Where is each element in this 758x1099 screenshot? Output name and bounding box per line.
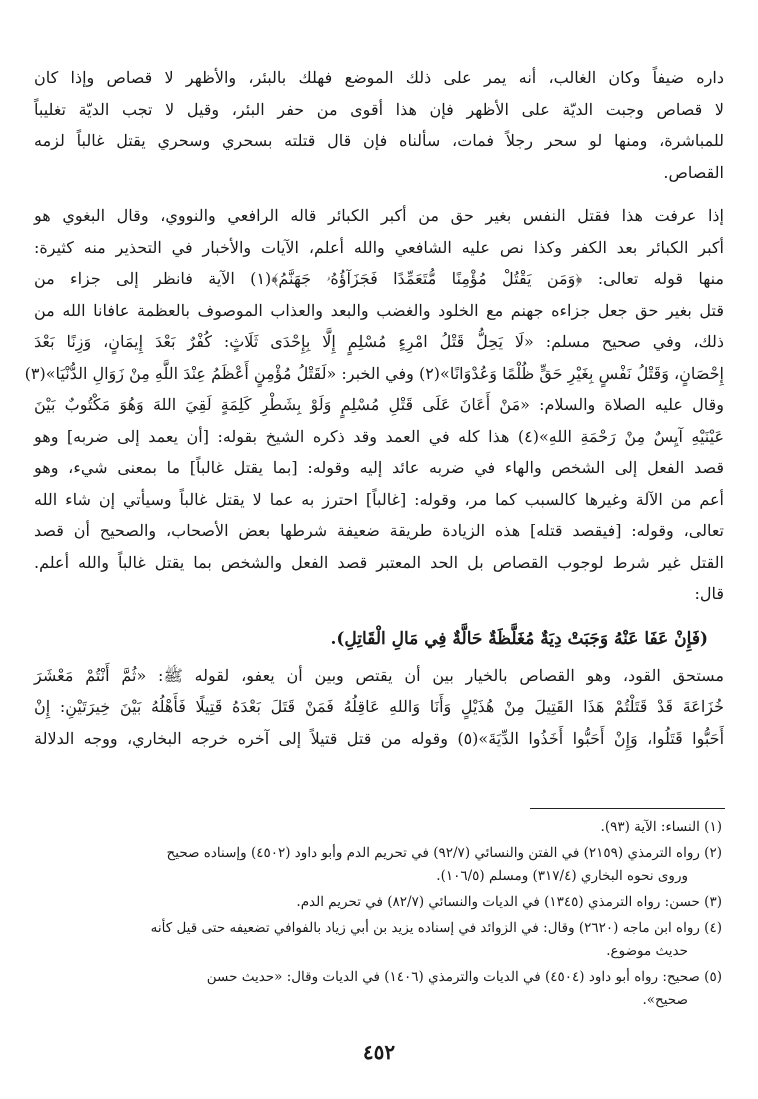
text-line: أعم من الآلة وغيرها كالسبب كما مر، وقوله: [غالباً] احترز به عما لا يقتل غالباً وسيأتي إن شاء الله: [34, 489, 724, 509]
text-line: عَيْنَيْهِ آيِسٌ مِنْ رَحْمَةِ اللهِ»(٤) هذا كله في العمد وقد ذكره الشيخ بقوله: [أن يعمد إلى ضربه] وهو: [34, 426, 725, 446]
text-line: منها قوله تعالى: ﴿وَمَن يَقْتُلْ مُؤْمِنًا مُّتَعَمِّدًا فَجَزَآؤُهُۥ جَهَنَّمُ﴾(١) الآية فانظر إلى جزاء من: [34, 269, 724, 288]
footnote-line: (٢) رواه الترمذي (٢١٥٩) في الفتن والنسائي (٩٢/٧) في تحريم الدم وأبو داود (٤٥٠٢) وإسناده صحيح: [166, 845, 722, 861]
page-number: ٤٥٢: [362, 1040, 396, 1064]
text-line: قال:: [694, 584, 724, 603]
text-line: ذلك، وفي صحيح مسلم: «لَا يَحِلُّ قَتْلُ امْرِءٍ مُسْلِمٍ إِلَّا بِإِحْدَى ثَلَاثٍ: كُفْرٌ بَعْدَ إِيمَانٍ، وَزِنًا بَعْدَ: [34, 332, 724, 351]
text-line: للمباشرة، ومنها لو سحر رجلاً فمات، سألناه فإن قال قتلته بسحري وسحري يقتل غالباً لزمه: [34, 131, 724, 150]
text-line: أَحَبُّوا قَتَلُوا، وَإِنْ أَحَبُّوا أَخَذُوا الدِّيَةَ»(٥) وقوله من قتل قتيلاً إلى آخره خرجه البخاري، ووجه الدلالة: [34, 728, 725, 748]
matn-heading: (فَإِنْ عَفَا عَنْهُ وَجَبَتْ دِيَةٌ مُغَلَّظَةٌ حَالَّةٌ فِي مَالِ الْقَاتِلِ).: [330, 628, 708, 649]
text-line: قصد الفعل إلى الشخص والهاء في ضربه عائد إليه وقوله: [بما يقتل غالباً] ما بمعنى شيء، وهو: [34, 458, 724, 477]
text-line: قتل بغير حق جعل جزاءه جهنم مع الخلود والغضب والبعد والعذاب الموصوف بالعظمة عافانا الله من: [34, 300, 724, 320]
paragraph-3: [34, 660, 724, 755]
footnote-4: [34, 917, 724, 963]
text-line: القتل غير شرط لوجوب القصاص بل الحد المعتبر قصد الفعل والشخص بما يقتل غالباً والله أعلم.: [34, 552, 725, 572]
text-line: مستحق القود، وهو القصاص بالخيار بين أن يقتص وبين أن يعفو، لقوله ﷺ: «ثُمَّ أَنْتُمْ مَعْشَرَ: [34, 665, 724, 685]
text-line: أكبر الكبائر بعد الكفر وكذا نص عليه الشافعي والله أعلم، الآيات والأخبار في التحذير منه كثيرة:: [34, 237, 724, 257]
footnote-line: وروى نحوه البخاري (٣١٧/٤) ومسلم (١٠٦/٥).: [436, 868, 688, 884]
footnote-line: (٥) صحيح: رواه أبو داود (٤٥٠٤) في الديات والترمذي (١٤٠٦) في الديات وقال: «حديث حسن: [206, 969, 722, 985]
footnotes: [34, 816, 724, 1015]
footnote-line: صحيح».: [642, 992, 688, 1008]
footnote-5: [34, 966, 724, 1012]
text-line: إذا عرفت هذا فقتل النفس بغير حق من أكبر الكبائر قاله الرافعي والنووي، وقال البغوي هو: [34, 206, 724, 225]
footnote-line: (١) النساء: الآية (٩٣).: [600, 819, 722, 835]
footnote-1: [34, 816, 724, 839]
text-line: وقال عليه الصلاة والسلام: «مَنْ أَعَانَ عَلَى قَتْلِ مُسْلِمٍ وَلَوْ بِشَطْرِ كَلِمَةٍ لَقِيَ اللهَ وَهُوَ مَكْتُوبٌ بَيْنَ: [34, 395, 724, 414]
paragraph-1: [34, 62, 724, 188]
paragraph-2: [24, 200, 725, 610]
footnote-3: [34, 891, 724, 914]
footnote-line: (٤) رواه ابن ماجه (٢٦٢٠) وقال: في الزوائد في إسناده يزيد بن أبي زياد بالفوافي تضعيفه حتى قيل كأنه: [150, 920, 722, 936]
text-line: لا قصاص وجبت الديّة على الأظهر فإن هذا أقوى من حفر البئر، وقيل لا تجب الديّة تغليباً: [34, 99, 724, 119]
footnote-line: حديث موضوع.: [606, 943, 688, 959]
text-line: إِحْصَانٍ، وَقَتْلُ نَفْسٍ بِغَيْرِ حَقٍّ ظُلْمًا وَعُدْوَانًا»(٢) وفي الخبر: «لَقَتْلُ مُؤْمِنٍ أَعْظَمُ عِنْدَ اللَّهِ مِنْ زَوَالِ الدُّنْيَا»(٣): [24, 363, 724, 383]
footnote-2: [34, 842, 724, 888]
text-line: القصاص.: [663, 162, 724, 182]
main-text: [24, 62, 725, 754]
footnote-line: (٣) حسن: رواه الترمذي (١٣٤٥) في الديات والنسائي (٨٢/٧) في تحريم الدم.: [296, 894, 722, 910]
text-line: تعالى، وقوله: [فيقصد قتله] هذه الزيادة طريقة ضعيفة شرطها بعض الأصحاب، والصحيح أن قصد: [34, 521, 725, 540]
text-line: داره ضيفاً وكان الغالب، أنه يمر على ذلك الموضع فهلك بالبئر، والأظهر لا قصاص وإذا كان: [34, 68, 724, 87]
footnote-separator: [530, 808, 725, 809]
text-line: خُزَاعَةَ قَدْ قَتَلْتُمْ هَذَا القَتِيلَ مِنْ هُذَيْلٍ وَأَنَا وَاللهِ عَاقِلُهُ فَمَنْ قَتَلَ بَعْدَهُ قَتِيلًا فَأَهْلُهُ بَيْنَ خِيرَتَيْنِ: إِنْ: [34, 697, 724, 716]
